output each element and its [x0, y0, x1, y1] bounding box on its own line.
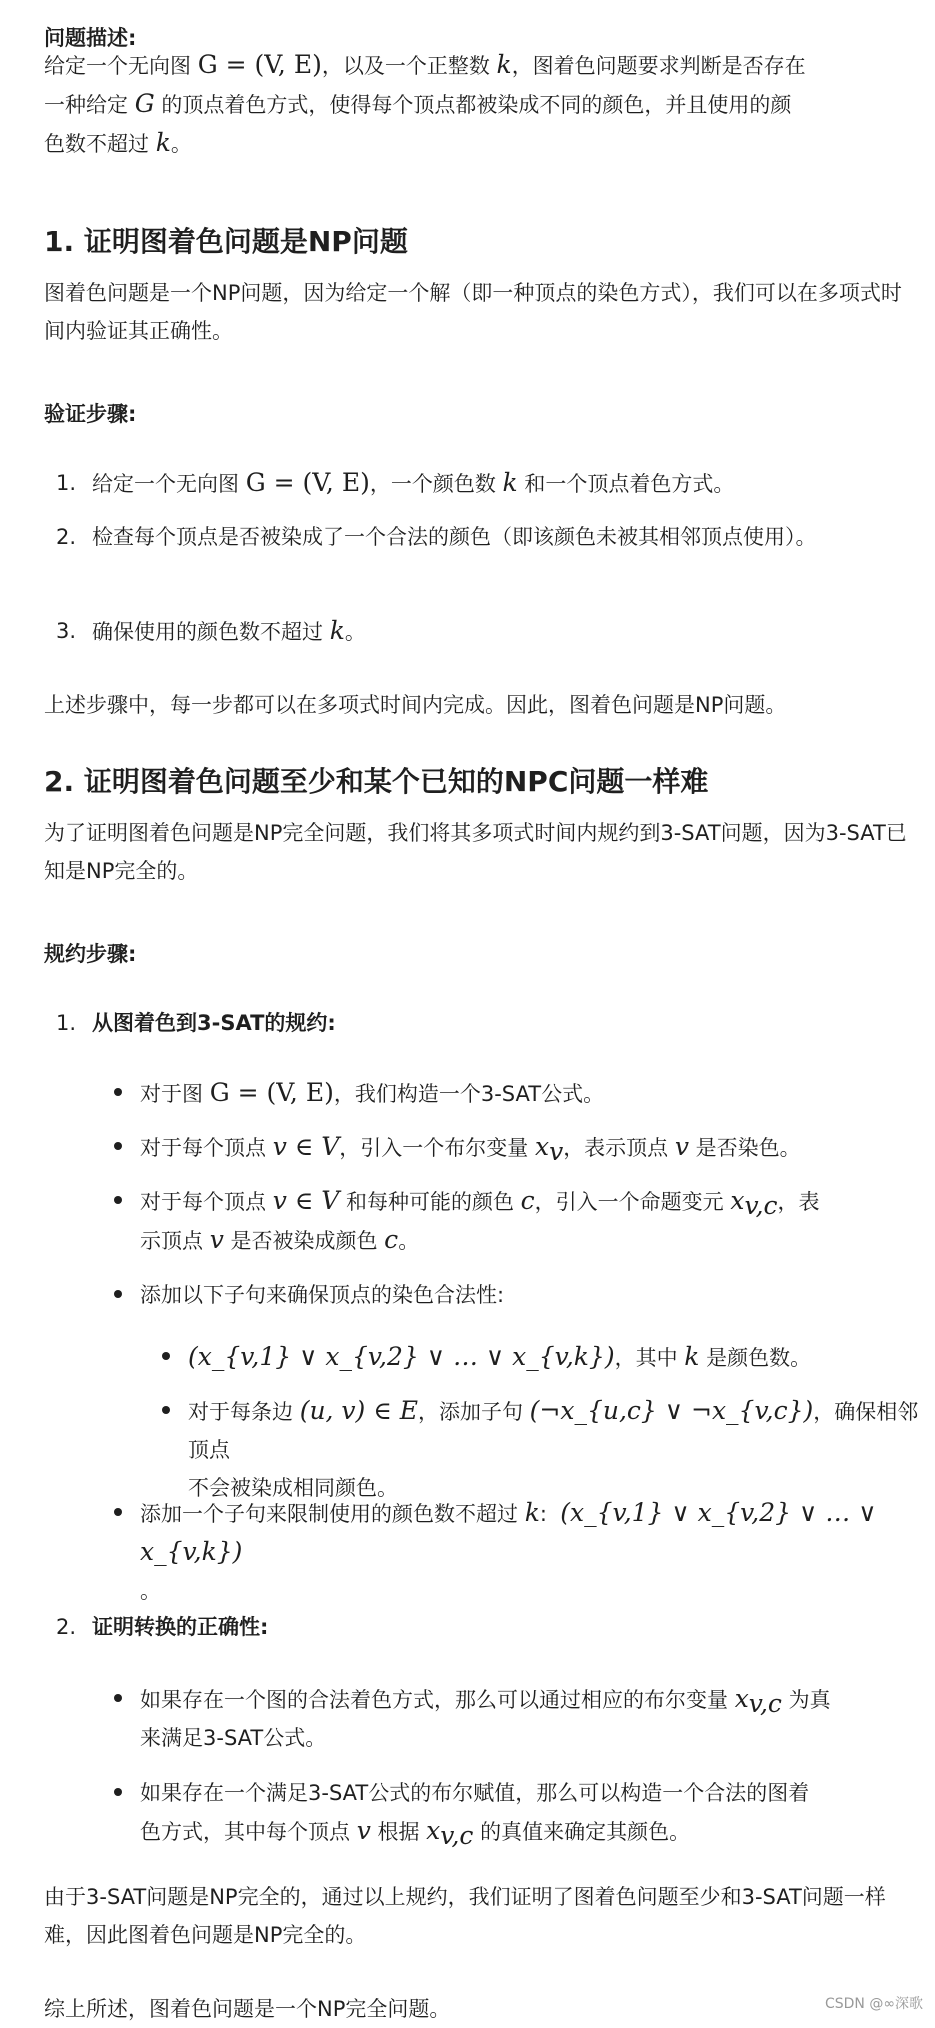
verify-steps-heading: 验证步骤:: [44, 402, 137, 426]
section2-heading: 2. 证明图着色问题至少和某个已知的NPC问题一样难: [44, 765, 709, 798]
reduction-step-1: 1. 从图着色到3-SAT的规约:: [56, 1011, 336, 1035]
section1-conclusion: 上述步骤中，每一步都可以在多项式时间内完成。因此，图着色问题是NP问题。: [44, 693, 787, 717]
bullet-correctness-backward: 如果存在一个满足3-SAT公式的布尔赋值，那么可以构造一个合法的图着 色方式，其中每个顶点 v 根据 $x_{v,c}$ 的真值来确定其颜色。: [140, 1774, 920, 1851]
math-limit-clause: (x_{v,1} ∨ x_{v,2} ∨ … ∨ x_{v,k}): [140, 1498, 877, 1566]
verify-step-3: 3. 确保使用的颜色数不超过 k。: [56, 616, 366, 645]
bullet-limit-colors: 添加一个子句来限制使用的颜色数不超过 k: (x_{v,1} ∨ x_{v,2} ∨ … ∨ x_{v,k}) 。: [140, 1494, 920, 1610]
math-color-clause: (x_{v,1} ∨ x_{v,2} ∨ … ∨ x_{v,k}): [188, 1342, 615, 1371]
bullet-construct-formula: 对于图 G = (V, E)，我们构造一个3-SAT公式。: [140, 1074, 920, 1113]
section1-heading: 1. 证明图着色问题是NP问题: [44, 225, 408, 258]
section1-intro: 图着色问题是一个NP问题，因为给定一个解（即一种顶点的染色方式），我们可以在多项式时间内验证其正确性。: [44, 281, 902, 343]
verify-step-1: 1. 给定一个无向图 G = (V, E)，一个颜色数 k 和一个顶点着色方式。: [56, 468, 735, 497]
section2-conclusion: 由于3-SAT问题是NP完全的，通过以上规约，我们证明了图着色问题至少和3-SAT问题一样难，因此图着色问题是NP完全的。: [44, 1885, 886, 1947]
bullet-add-clauses: 添加以下子句来确保顶点的染色合法性:: [140, 1276, 920, 1314]
reduction-steps-heading: 规约步骤:: [44, 942, 137, 966]
summary: 综上所述，图着色问题是一个NP完全问题。: [44, 1997, 451, 2021]
watermark: CSDN @∞深歌: [824, 1996, 923, 2012]
problem-paragraph: 给定一个无向图 G = (V, E)，以及一个正整数 k，图着色问题要求判断是否存在 一种给定 G 的顶点着色方式，使得每个顶点都被染成不同的颜色，并且使用的颜 色数不超过 k。: [44, 50, 806, 157]
bullet-boolean-variable: 对于每个顶点 v ∈ V，引入一个布尔变量 $x_v$，表示顶点 v 是否染色。: [140, 1128, 920, 1167]
bullet-correctness-forward: 如果存在一个图的合法着色方式，那么可以通过相应的布尔变量 $x_{v,c}$ 为真 来满足3-SAT公式。: [140, 1680, 920, 1757]
reduction-step-2: 2. 证明转换的正确性:: [56, 1615, 269, 1639]
bullet-propositional-variable: 对于每个顶点 v ∈ V 和每种可能的颜色 c，引入一个命题变元 $x_{v,c}$，表 示顶点 v 是否被染成颜色 c。: [140, 1182, 920, 1260]
subbullet-color-clause: (x_{v,1} ∨ x_{v,2} ∨ … ∨ x_{v,k})，其中 k 是颜色数。: [188, 1338, 920, 1377]
section2-intro: 为了证明图着色问题是NP完全问题，我们将其多项式时间内规约到3-SAT问题，因为3-SAT已知是NP完全的。: [44, 821, 907, 883]
math-graph: G = (V, E): [197, 50, 322, 79]
verify-step-2: 2. 检查每个顶点是否被染成了一个合法的颜色（即该颜色未被其相邻顶点使用）。: [56, 525, 817, 549]
subbullet-edge-clause: 对于每条边 (u, v) ∈ E，添加子句 (¬x_{u,c} ∨ ¬x_{v,c})，确保相邻顶点 不会被染成相同颜色。: [188, 1392, 920, 1507]
math-edge-clause: (¬x_{u,c} ∨ ¬x_{v,c}): [529, 1396, 814, 1425]
problem-heading: 问题描述:: [44, 26, 137, 50]
